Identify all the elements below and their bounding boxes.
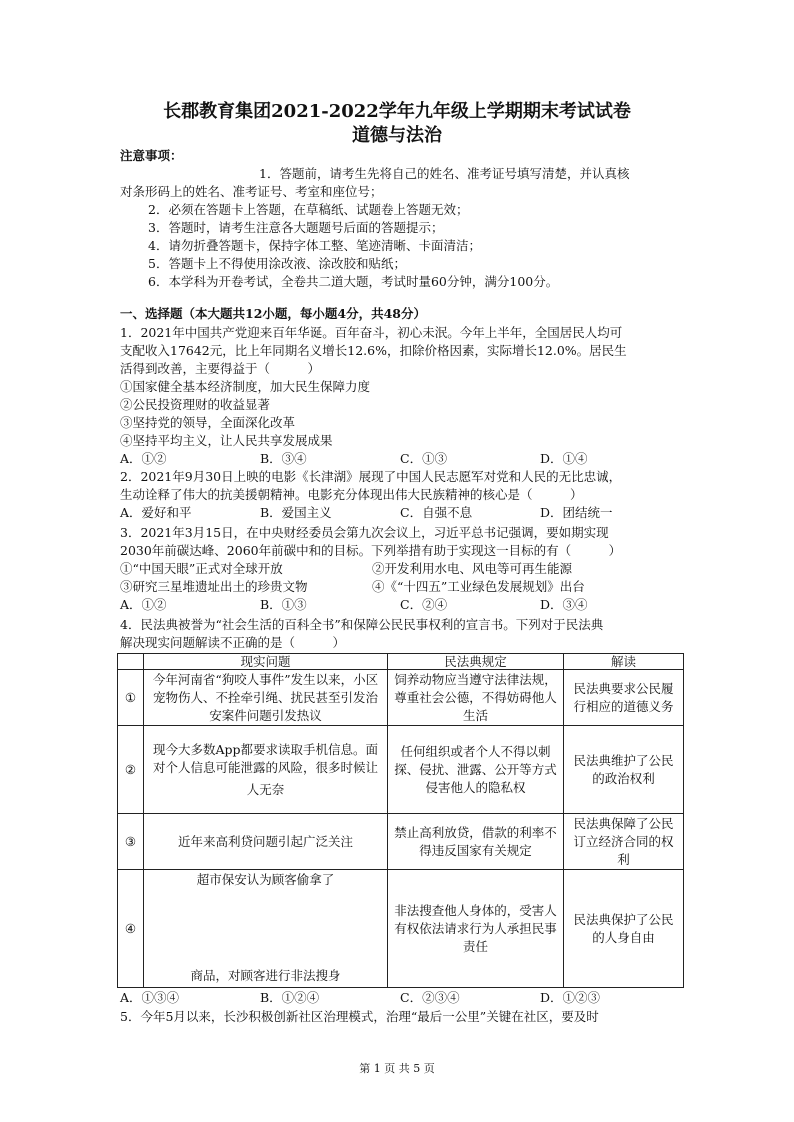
notice-item-3: 3．答题时，请考生注意各大题题号后面的答题提示； xyxy=(148,220,444,235)
table-header-row xyxy=(118,654,684,670)
q2-stem-line-2: 生动诠释了伟大的抗美援朝精神。电影充分体现出伟大民族精神的核心是（ ） xyxy=(120,487,583,502)
table-cell-problem-part-2: 商品，对顾客进行非法搜身 xyxy=(190,968,341,983)
table-row xyxy=(118,870,684,988)
q3-option-c[interactable]: C．②④ xyxy=(400,597,448,612)
q4-law-table xyxy=(117,653,684,988)
q2-option-b[interactable]: B．爱国主义 xyxy=(260,505,332,520)
q2-stem-line-1: 2．2021年9月30日上映的电影《长津湖》展现了中国人民志愿军对党和人民的无比忠诚， xyxy=(120,469,622,484)
q4-option-b[interactable]: B．①②④ xyxy=(260,990,320,1005)
notice-item-6: 6．本学科为开卷考试，全卷共二道大题，考试时量60分钟，满分100分。 xyxy=(148,274,559,289)
q1-statement-2: ②公民投资理财的收益显著 xyxy=(120,397,271,412)
table-row xyxy=(118,670,684,726)
notice-item-5: 5．答题卡上不得使用涂改液、涂改胶和贴纸； xyxy=(148,256,406,271)
q4-stem-line-1: 4．民法典被誉为“社会生活的百科全书”和保障公民民事权利的宣言书。下列对于民法典 xyxy=(120,617,604,632)
q3-statement-4: ④《“十四五”工业绿色发展规划》出台 xyxy=(372,579,585,594)
section-heading: 一、选择题（本大题共12小题，每小题4分，共48分） xyxy=(120,306,426,321)
q3-statements-row-1 xyxy=(120,560,680,578)
table-cell-law: 任何组织或者个人不得以刺探、侵扰、泄露、公开等方式侵害他人的隐私权 xyxy=(388,726,564,814)
q1-option-d[interactable]: D．①④ xyxy=(540,451,588,466)
q4-option-c[interactable]: C．②③④ xyxy=(400,990,460,1005)
exam-title: 长郡教育集团2021-2022学年九年级上学期期末考试试卷 xyxy=(163,101,631,122)
table-row xyxy=(118,726,684,814)
q1-stem-line-3: 活得到改善，主要得益于（ ） xyxy=(120,361,321,376)
table-cell-reading: 民法典维护了公民的政治权利 xyxy=(564,726,684,814)
q3-statement-3: ③研究三星堆遗址出土的珍贵文物 xyxy=(120,579,308,594)
q2-option-a[interactable]: A．爱好和平 xyxy=(120,505,192,520)
q3-statement-1: ①“中国天眼”正式对全球开放 xyxy=(120,561,283,576)
table-header-law: 民法典规定 xyxy=(388,654,564,670)
exam-subject: 道德与法治 xyxy=(352,125,442,146)
q4-option-a[interactable]: A．①③④ xyxy=(120,990,180,1005)
table-cell-law: 禁止高利放贷，借款的利率不得违反国家有关规定 xyxy=(388,814,564,870)
q3-option-a[interactable]: A．①② xyxy=(120,597,167,612)
q2-option-d[interactable]: D．团结统一 xyxy=(540,505,613,520)
notice-item-4: 4．请勿折叠答题卡，保持字体工整、笔迹清晰、卡面清洁； xyxy=(148,238,481,253)
table-cell-problem: 今年河南省“狗咬人事件”发生以来，小区宠物伤人、不拴牵引绳、扰民甚至引发治安案件问题引发热议 xyxy=(144,670,388,726)
table-header-num xyxy=(118,654,144,670)
table-header-reading: 解读 xyxy=(564,654,684,670)
q5-stem-line-1: 5．今年5月以来，长沙积极创新社区治理模式，治理“最后一公里”关键在社区，要及时 xyxy=(120,1009,599,1024)
table-cell-reading: 民法典保护了公民的人身自由 xyxy=(564,870,684,988)
q2-option-c[interactable]: C．自强不息 xyxy=(400,505,473,520)
table-row-num: ④ xyxy=(118,870,144,988)
q3-stem-line-1: 3．2021年3月15日，在中央财经委员会第九次会议上，习近平总书记强调，要如期实现 xyxy=(120,525,609,540)
q1-options xyxy=(120,450,680,468)
q4-option-d[interactable]: D．①②③ xyxy=(540,990,601,1005)
q1-statement-3: ③坚持党的领导，全面深化改革 xyxy=(120,415,296,430)
table-cell-problem xyxy=(144,726,388,814)
table-row-num: ③ xyxy=(118,814,144,870)
q1-option-a[interactable]: A．①② xyxy=(120,451,167,466)
q3-options xyxy=(120,596,680,614)
table-cell-problem-part-2: 人无奈 xyxy=(246,781,285,797)
table-row xyxy=(118,814,684,870)
table-cell-problem xyxy=(144,870,388,988)
page-footer: 第 1 页 共 5 页 xyxy=(359,1062,435,1075)
q1-statement-4: ④坚持平均主义，让人民共享发展成果 xyxy=(120,433,333,448)
table-cell-law: 非法搜查他人身体的，受害人有权依法请求行为人承担民事责任 xyxy=(388,870,564,988)
q3-statement-2: ②开发利用水电、风电等可再生能源 xyxy=(372,561,573,576)
notice-item-2: 2．必须在答题卡上答题，在草稿纸、试题卷上答题无效； xyxy=(148,202,469,217)
q3-option-d[interactable]: D．③④ xyxy=(540,597,588,612)
table-row-num: ① xyxy=(118,670,144,726)
table-header-problem: 现实问题 xyxy=(144,654,388,670)
q2-options xyxy=(120,504,680,522)
table-cell-reading: 民法典要求公民履行相应的道德义务 xyxy=(564,670,684,726)
table-row-num: ② xyxy=(118,726,144,814)
q3-statements-row-2 xyxy=(120,578,680,596)
table-cell-law: 饲养动物应当遵守法律法规，尊重社会公德，不得妨碍他人生活 xyxy=(388,670,564,726)
q1-stem-line-2: 支配收入17642元，比上年同期名义增长12.6%，扣除价格因素，实际增长12.0%。居民生 xyxy=(120,343,627,358)
q1-option-b[interactable]: B．③④ xyxy=(260,451,307,466)
q3-option-b[interactable]: B．①③ xyxy=(260,597,307,612)
notice-item-1a: 1．答题前，请考生先将自己的姓名、准考证号填写清楚，并认真核 xyxy=(259,166,630,181)
q1-option-c[interactable]: C．①③ xyxy=(400,451,448,466)
notice-heading: 注意事项： xyxy=(120,148,183,163)
table-cell-problem: 近年来高利贷问题引起广泛关注 xyxy=(144,814,388,870)
q1-statement-1: ①国家健全基本经济制度，加大民生保障力度 xyxy=(120,379,371,394)
table-cell-problem-part-1: 超市保安认为顾客偷拿了 xyxy=(196,872,335,887)
q4-options xyxy=(120,989,680,1007)
q3-stem-line-2: 2030年前碳达峰、2060年前碳中和的目标。下列举措有助于实现这一目标的有（ ） xyxy=(120,543,622,558)
table-cell-problem-part-1: 现今大多数App都要求读取手机信息。面对个人信息可能泄露的风险，很多时候让 xyxy=(152,741,379,775)
q1-stem-line-1: 1．2021年中国共产党迎来百年华诞。百年奋斗，初心未泯。今年上半年，全国居民人均可 xyxy=(120,325,623,340)
table-cell-reading: 民法典保障了公民订立经济合同的权利 xyxy=(564,814,684,870)
notice-item-1b: 对条形码上的姓名、准考证号、考室和座位号； xyxy=(120,184,383,199)
q4-stem-line-2: 解决现实问题解读不正确的是（ ） xyxy=(120,635,346,650)
